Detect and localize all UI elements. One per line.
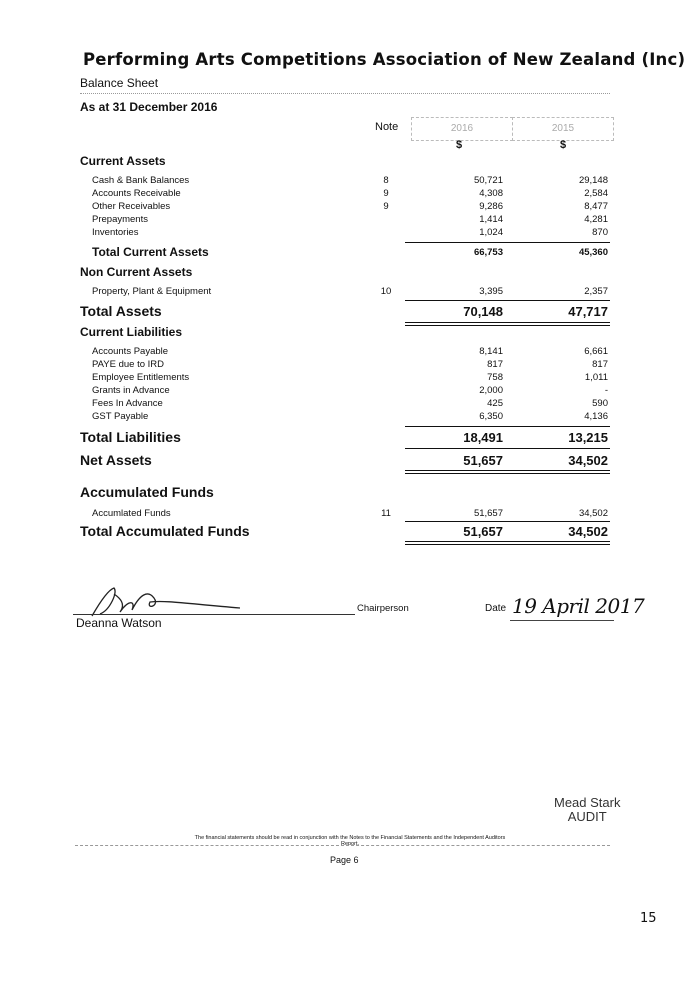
- subtotal-rule: [405, 521, 610, 522]
- subtotal-rule: [405, 426, 610, 427]
- page-number: 15: [640, 911, 657, 926]
- signature-line: [73, 614, 355, 615]
- row-label: Inventories: [92, 227, 139, 238]
- row-value-prior: 8,477: [584, 201, 608, 212]
- total-assets-prior: 47,717: [568, 304, 608, 319]
- accumulated-funds-heading: Accumulated Funds: [80, 484, 214, 500]
- row-label: Accounts Receivable: [92, 188, 181, 199]
- total-accumulated-funds-label: Total Accumulated Funds: [80, 523, 250, 539]
- audit-stamp: [554, 796, 620, 824]
- current-liabilities-heading: Current Liabilities: [80, 325, 183, 339]
- row-label: Cash & Bank Balances: [92, 175, 190, 186]
- row-label: PAYE due to IRD: [92, 359, 164, 370]
- row-value-current: 758: [487, 372, 503, 383]
- row-value-current: 1,024: [479, 227, 503, 238]
- total-current-assets-current: 66,753: [473, 247, 503, 258]
- row-value-current: 817: [487, 359, 503, 370]
- subtotal-rule: [405, 242, 610, 243]
- row-value-prior: 4,136: [584, 411, 608, 422]
- total-assets-current: 70,148: [463, 304, 503, 319]
- row-label: Accounts Payable: [92, 346, 169, 357]
- as-at-date: As at 31 December 2016: [80, 100, 218, 114]
- total-liabilities-current: 18,491: [463, 430, 503, 445]
- row-note: 11: [381, 508, 391, 519]
- row-value-current: 3,395: [479, 286, 503, 297]
- total-liabilities-label: Total Liabilities: [80, 429, 181, 445]
- net-assets-label: Net Assets: [80, 452, 152, 468]
- row-note: 10: [380, 286, 392, 297]
- signatory-name: Deanna Watson: [76, 616, 162, 630]
- row-value-prior: -: [604, 385, 608, 396]
- row-value-prior: 4,281: [584, 214, 608, 225]
- row-label: Employee Entitlements: [92, 372, 190, 383]
- dotted-divider: [80, 93, 610, 94]
- row-label: Accumlated Funds: [92, 508, 171, 519]
- year-current-box: 2016: [411, 117, 513, 141]
- double-rule: [405, 470, 610, 474]
- total-accumulated-funds-current: 51,657: [463, 524, 503, 539]
- row-value-prior: 6,661: [584, 346, 608, 357]
- row-label: Property, Plant & Equipment: [92, 286, 212, 297]
- row-value-current: 8,141: [479, 346, 503, 357]
- stamp-line-2: AUDIT: [567, 809, 607, 824]
- subtotal-rule: [405, 300, 610, 301]
- date-line: [510, 620, 614, 621]
- row-note: 8: [383, 175, 389, 186]
- row-note: 9: [383, 188, 389, 199]
- total-liabilities-prior: 13,215: [568, 430, 608, 445]
- non-current-assets-heading: Non Current Assets: [80, 265, 193, 279]
- row-value-prior: 870: [592, 227, 608, 238]
- sheet-title: Balance Sheet: [80, 76, 159, 90]
- year-prior-box: 2015: [512, 117, 614, 141]
- footer-note: The financial statements should be read in conjunction with the Notes to the Financial Statements and the Independent Auditors Report.: [194, 835, 506, 847]
- page-label: Page 6: [330, 855, 359, 865]
- date-handwritten: 19 April 2017: [512, 594, 645, 618]
- row-value-current: 50,721: [473, 175, 503, 186]
- stamp-line-1: Mead Stark: [554, 795, 621, 810]
- row-value-prior: 817: [592, 359, 608, 370]
- total-current-assets-label: Total Current Assets: [92, 245, 209, 259]
- row-value-current: 2,000: [479, 385, 503, 396]
- row-value-prior: 29,148: [578, 175, 608, 186]
- row-value-current: 9,286: [479, 201, 503, 212]
- footer-rule: [75, 845, 610, 846]
- total-assets-label: Total Assets: [80, 303, 162, 319]
- row-label: Other Receivables: [92, 201, 171, 212]
- note-header: Note: [375, 121, 399, 133]
- row-value-current: 51,657: [473, 508, 503, 519]
- row-value-current: 6,350: [479, 411, 503, 422]
- row-value-prior: 1,011: [584, 372, 608, 383]
- org-title: Performing Arts Competitions Association of New Zealand (Inc): [83, 50, 686, 69]
- row-value-prior: 2,357: [584, 286, 608, 297]
- row-value-prior: 34,502: [578, 508, 608, 519]
- net-assets-current: 51,657: [463, 453, 503, 468]
- currency-prior: $: [560, 139, 567, 151]
- row-label: GST Payable: [92, 411, 149, 422]
- total-current-assets-prior: 45,360: [578, 247, 608, 258]
- row-value-current: 4,308: [479, 188, 503, 199]
- row-label: Fees In Advance: [92, 398, 163, 409]
- row-label: Grants in Advance: [92, 385, 170, 396]
- row-label: Prepayments: [92, 214, 148, 225]
- date-label: Date: [485, 603, 507, 614]
- double-rule: [405, 322, 610, 326]
- subtotal-rule: [405, 448, 610, 449]
- row-value-current: 425: [487, 398, 503, 409]
- currency-current: $: [456, 139, 463, 151]
- row-value-prior: 2,584: [584, 188, 608, 199]
- double-rule: [405, 541, 610, 545]
- total-accumulated-funds-prior: 34,502: [568, 524, 608, 539]
- row-value-current: 1,414: [479, 214, 503, 225]
- row-note: 9: [383, 201, 389, 212]
- row-value-prior: 590: [592, 398, 608, 409]
- signatory-role: Chairperson: [357, 603, 409, 614]
- current-assets-heading: Current Assets: [80, 154, 166, 168]
- net-assets-prior: 34,502: [568, 453, 608, 468]
